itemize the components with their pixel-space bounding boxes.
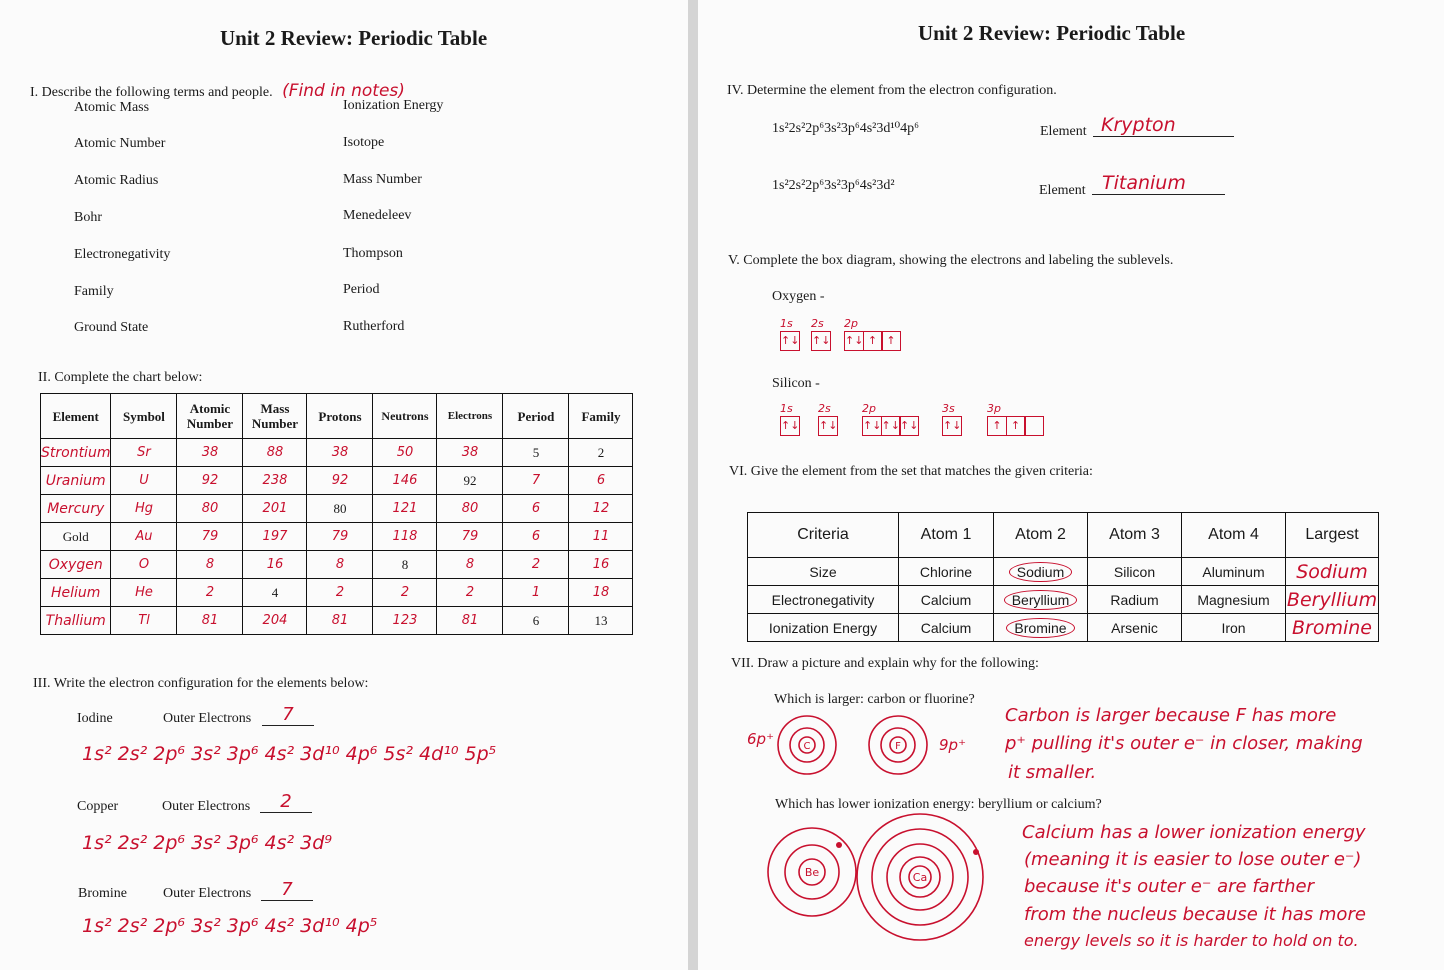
chart-cell: 121: [373, 495, 437, 523]
chart-cell: 197: [243, 523, 307, 551]
answer-calcium-line-4: from the nucleus because it has more: [1024, 904, 1366, 925]
criteria-header-row: [748, 513, 1379, 558]
page-gutter: [688, 0, 698, 970]
chart-cell: Sr: [111, 439, 177, 467]
chart-cell: Gold: [41, 523, 111, 551]
answer-carbon-line-3: it smaller.: [1008, 762, 1097, 783]
chart-cell: 79: [177, 523, 243, 551]
criteria-cell: Chlorine: [899, 558, 994, 586]
chart-cell: 2: [437, 579, 503, 607]
element-answer-2: Titanium: [1102, 172, 1186, 194]
chart-cell: 80: [307, 495, 373, 523]
chart-header-electrons: Electrons: [437, 394, 503, 439]
config-element-bromine: Bromine: [78, 886, 127, 901]
term-col1-4: Electronegativity: [74, 247, 171, 262]
chart-cell: 13: [569, 607, 633, 635]
term-col2-5: Period: [343, 282, 380, 297]
question-carbon-fluorine: Which is larger: carbon or fluorine?: [774, 692, 975, 707]
config-answer-copper: 1s² 2s² 2p⁶ 3s² 3p⁶ 4s² 3d⁹: [82, 832, 332, 854]
circled-answer: Beryllium: [1004, 590, 1078, 610]
chart-header-family: Family: [569, 394, 633, 439]
chart-cell: 50: [373, 439, 437, 467]
criteria-row: [748, 586, 1379, 614]
criteria-cell: Size: [748, 558, 899, 586]
criteria-row: [748, 558, 1379, 586]
criteria-cell: Electronegativity: [748, 586, 899, 614]
orbital-box: ↑↓: [780, 331, 800, 351]
section-6-heading: VI. Give the element from the set that matches the given criteria:: [729, 464, 1093, 479]
answer-calcium-line-3: because it's outer e⁻ are farther: [1024, 876, 1315, 897]
chart-cell: 81: [307, 607, 373, 635]
sublevel-label: 1s: [780, 317, 793, 330]
chart-header-mass-number: Mass Number: [243, 394, 307, 439]
chart-header-protons: Protons: [307, 394, 373, 439]
chart-header-element: Element: [41, 394, 111, 439]
circled-answer: Bromine: [1006, 618, 1074, 638]
config-answer-bromine: 1s² 2s² 2p⁶ 3s² 3p⁶ 4s² 3d¹⁰ 4p⁵: [82, 915, 378, 937]
chart-cell: 88: [243, 439, 307, 467]
criteria-cell: Calcium: [899, 586, 994, 614]
chart-cell: U: [111, 467, 177, 495]
chart-row: [41, 467, 633, 495]
circled-answer: Sodium: [1009, 562, 1072, 582]
outer-electrons-answer: 7: [282, 704, 294, 725]
chart-cell: 92: [307, 467, 373, 495]
largest-answer: Bromine: [1286, 614, 1379, 642]
chart-cell: 201: [243, 495, 307, 523]
answer-carbon-line-2: p⁺ pulling it's outer e⁻ in closer, making: [1005, 733, 1363, 754]
chart-cell: 38: [437, 439, 503, 467]
orbital-box: ↑: [881, 331, 901, 351]
carbon-proton-label: 6p⁺: [747, 730, 774, 748]
chart-cell: He: [111, 579, 177, 607]
largest-answer: Sodium: [1286, 558, 1379, 586]
calcium-symbol: Ca: [912, 871, 928, 884]
sublevel-label: 3s: [942, 402, 955, 415]
oxygen-label: Oxygen -: [772, 289, 825, 304]
beryllium-symbol: Be: [804, 866, 820, 879]
chart-cell: 16: [243, 551, 307, 579]
sublevel-label: 2s: [811, 317, 824, 330]
outer-electrons-label: Outer Electrons: [163, 711, 252, 726]
chart-cell: 2: [373, 579, 437, 607]
outer-electrons-answer: 2: [280, 791, 292, 812]
sublevel-label: 2p: [862, 402, 876, 415]
criteria-cell-circled: [994, 614, 1088, 642]
element-answer-blank-1: [1093, 114, 1234, 137]
term-col2-6: Rutherford: [343, 319, 405, 334]
answer-calcium-line-2: (meaning it is easier to lose outer e⁻): [1024, 849, 1362, 870]
outer-electrons-label: Outer Electrons: [162, 799, 251, 814]
chart-header-symbol: Symbol: [111, 394, 177, 439]
chart-cell: 6: [503, 607, 569, 635]
orbital-box: ↑: [987, 416, 1007, 436]
answer-calcium-line-1: Calcium has a lower ionization energy: [1022, 822, 1366, 843]
orbital-group-1s: [780, 317, 800, 351]
sublevel-label: 2s: [818, 402, 831, 415]
element-label-2: Element: [1039, 183, 1086, 198]
outer-electrons-blank: [260, 791, 312, 813]
criteria-cell: Arsenic: [1088, 614, 1182, 642]
term-col2-3: Menedeleev: [343, 208, 412, 223]
chart-row: [41, 551, 633, 579]
chart-cell: Strontium: [41, 439, 111, 467]
chart-row: [41, 607, 633, 635]
chart-row: [41, 579, 633, 607]
chart-header-period: Period: [503, 394, 569, 439]
chart-cell: 2: [177, 579, 243, 607]
outer-electrons-blank: [261, 879, 313, 901]
criteria-cell-circled: [994, 558, 1088, 586]
chart-cell: 123: [373, 607, 437, 635]
chart-cell: 4: [243, 579, 307, 607]
element-answer-1: Krypton: [1101, 114, 1176, 136]
term-col1-6: Ground State: [74, 320, 149, 335]
left-title: Unit 2 Review: Periodic Table: [220, 26, 488, 50]
term-col2-4: Thompson: [343, 246, 403, 261]
chart-cell: 1: [503, 579, 569, 607]
chart-cell: 16: [569, 551, 633, 579]
section-7-heading: VII. Draw a picture and explain why for the following:: [731, 656, 1039, 671]
outer-electrons-label: Outer Electrons: [163, 886, 252, 901]
orbital-group-2s: [811, 317, 831, 351]
sublevel-label: 2p: [844, 317, 858, 330]
orbital-box: ↑↓: [899, 416, 919, 436]
criteria-header: Atom 3: [1088, 513, 1182, 558]
chart-cell: 80: [177, 495, 243, 523]
chart-cell: 81: [437, 607, 503, 635]
chart-cell: 8: [177, 551, 243, 579]
config-element-iodine: Iodine: [77, 711, 113, 726]
section-2-heading: II. Complete the chart below:: [38, 370, 203, 385]
criteria-cell: Silicon: [1088, 558, 1182, 586]
carbon-symbol: C: [803, 741, 811, 752]
find-in-notes-note: (Find in notes): [282, 81, 405, 101]
criteria-cell-circled: [994, 586, 1088, 614]
section-5-heading: V. Complete the box diagram, showing the electrons and labeling the sublevels.: [728, 253, 1174, 268]
chart-cell: Au: [111, 523, 177, 551]
beryllium-calcium-drawing: [760, 812, 1000, 967]
criteria-table: [747, 512, 1379, 642]
element-answer-blank-2: [1092, 172, 1225, 195]
chart-cell: 38: [307, 439, 373, 467]
orbital-box: ↑↓: [811, 331, 831, 351]
largest-answer: Beryllium: [1286, 586, 1379, 614]
chart-cell: O: [111, 551, 177, 579]
element-label-1: Element: [1040, 124, 1087, 139]
config-element-copper: Copper: [77, 799, 119, 814]
section-3-heading: III. Write the electron configuration for the elements below:: [33, 676, 369, 691]
chart-cell: Helium: [41, 579, 111, 607]
orbital-box: ↑↓: [862, 416, 882, 436]
orbital-group-2p: [844, 317, 900, 351]
criteria-cell: Calcium: [899, 614, 994, 642]
chart-cell: 8: [307, 551, 373, 579]
criteria-header: Atom 2: [994, 513, 1088, 558]
chart-cell: 92: [177, 467, 243, 495]
outer-electrons-answer: 7: [281, 879, 293, 900]
chart-cell: Oxygen: [41, 551, 111, 579]
term-col2-1: Isotope: [343, 135, 385, 150]
orbital-group-2s: [818, 402, 838, 436]
chart-cell: 81: [177, 607, 243, 635]
answer-calcium-line-5: energy levels so it is harder to hold on to.: [1024, 931, 1359, 950]
section-1-text: I. Describe the following terms and people.: [30, 85, 273, 100]
orbital-group-3p: [987, 402, 1043, 436]
chart-cell: 2: [569, 439, 633, 467]
outer-electrons-blank: [262, 704, 314, 726]
chart-cell: 238: [243, 467, 307, 495]
criteria-cell: Aluminum: [1182, 558, 1286, 586]
orbital-box: ↑↓: [818, 416, 838, 436]
criteria-cell: Magnesium: [1182, 586, 1286, 614]
sublevel-label: 3p: [987, 402, 1001, 415]
criteria-header: Atom 1: [899, 513, 994, 558]
chart-cell: 8: [373, 551, 437, 579]
chart-cell: 5: [503, 439, 569, 467]
term-col2-2: Mass Number: [343, 172, 422, 187]
chart-row: [41, 495, 633, 523]
chart-cell: 80: [437, 495, 503, 523]
chart-cell: 92: [437, 467, 503, 495]
fluorine-proton-label: 9p⁺: [939, 736, 966, 754]
chart-cell: 79: [307, 523, 373, 551]
orbital-group-3s: [942, 402, 962, 436]
criteria-header: Atom 4: [1182, 513, 1286, 558]
answer-carbon-line-1: Carbon is larger because F has more: [1005, 705, 1337, 726]
chart-cell: Tl: [111, 607, 177, 635]
term-col1-2: Atomic Radius: [74, 173, 159, 188]
chart-cell: 11: [569, 523, 633, 551]
calcium-valence-electron: [973, 849, 979, 855]
chart-cell: 18: [569, 579, 633, 607]
section-4-heading: IV. Determine the element from the electron configuration.: [727, 83, 1057, 98]
chart-cell: 79: [437, 523, 503, 551]
orbital-group-1s: [780, 402, 800, 436]
criteria-cell: Iron: [1182, 614, 1286, 642]
chart-row: [41, 523, 633, 551]
chart-cell: 12: [569, 495, 633, 523]
chart-cell: 6: [503, 495, 569, 523]
config-given-1: 1s²2s²2p⁶3s²3p⁶4s²3d¹⁰4p⁶: [772, 121, 920, 136]
criteria-header: Largest: [1286, 513, 1379, 558]
term-col2-0: Ionization Energy: [343, 98, 444, 113]
beryllium-valence-electron: [836, 842, 842, 848]
chart-row: [41, 439, 633, 467]
term-col1-3: Bohr: [74, 210, 102, 225]
criteria-header: Criteria: [748, 513, 899, 558]
orbital-box: [1024, 416, 1044, 436]
fluorine-symbol: F: [895, 741, 901, 752]
carbon-fluorine-drawing: [745, 712, 985, 792]
criteria-cell: Radium: [1088, 586, 1182, 614]
orbital-box: ↑: [1006, 416, 1026, 436]
term-col1-0: Atomic Mass: [74, 100, 150, 115]
config-answer-iodine: 1s² 2s² 2p⁶ 3s² 3p⁶ 4s² 3d¹⁰ 4p⁶ 5s² 4d¹⁰ 5p⁵: [82, 743, 497, 765]
criteria-cell: Ionization Energy: [748, 614, 899, 642]
chart-cell: 6: [503, 523, 569, 551]
orbital-box: ↑↓: [780, 416, 800, 436]
chart-cell: Thallium: [41, 607, 111, 635]
chart-header-neutrons: Neutrons: [373, 394, 437, 439]
chart-cell: 2: [307, 579, 373, 607]
chart-header-atomic-number: Atomic Number: [177, 394, 243, 439]
chart-cell: 146: [373, 467, 437, 495]
chart-header-row: [41, 394, 633, 439]
term-col1-1: Atomic Number: [74, 136, 166, 151]
config-given-2: 1s²2s²2p⁶3s²3p⁶4s²3d²: [772, 178, 895, 193]
element-chart: [40, 393, 633, 635]
orbital-box: ↑: [863, 331, 883, 351]
orbital-box: ↑↓: [881, 416, 901, 436]
chart-cell: 38: [177, 439, 243, 467]
chart-cell: Hg: [111, 495, 177, 523]
orbital-box: ↑↓: [844, 331, 864, 351]
orbital-box: ↑↓: [942, 416, 962, 436]
term-col1-5: Family: [74, 284, 114, 299]
chart-cell: 204: [243, 607, 307, 635]
question-ionization: Which has lower ionization energy: beryllium or calcium?: [775, 797, 1102, 812]
right-title: Unit 2 Review: Periodic Table: [918, 21, 1186, 45]
criteria-row: [748, 614, 1379, 642]
chart-cell: Uranium: [41, 467, 111, 495]
chart-cell: 8: [437, 551, 503, 579]
chart-cell: 7: [503, 467, 569, 495]
chart-cell: 118: [373, 523, 437, 551]
chart-cell: 2: [503, 551, 569, 579]
chart-cell: Mercury: [41, 495, 111, 523]
chart-cell: 6: [569, 467, 633, 495]
orbital-group-2p: [862, 402, 919, 436]
sublevel-label: 1s: [780, 402, 793, 415]
silicon-label: Silicon -: [772, 376, 820, 391]
